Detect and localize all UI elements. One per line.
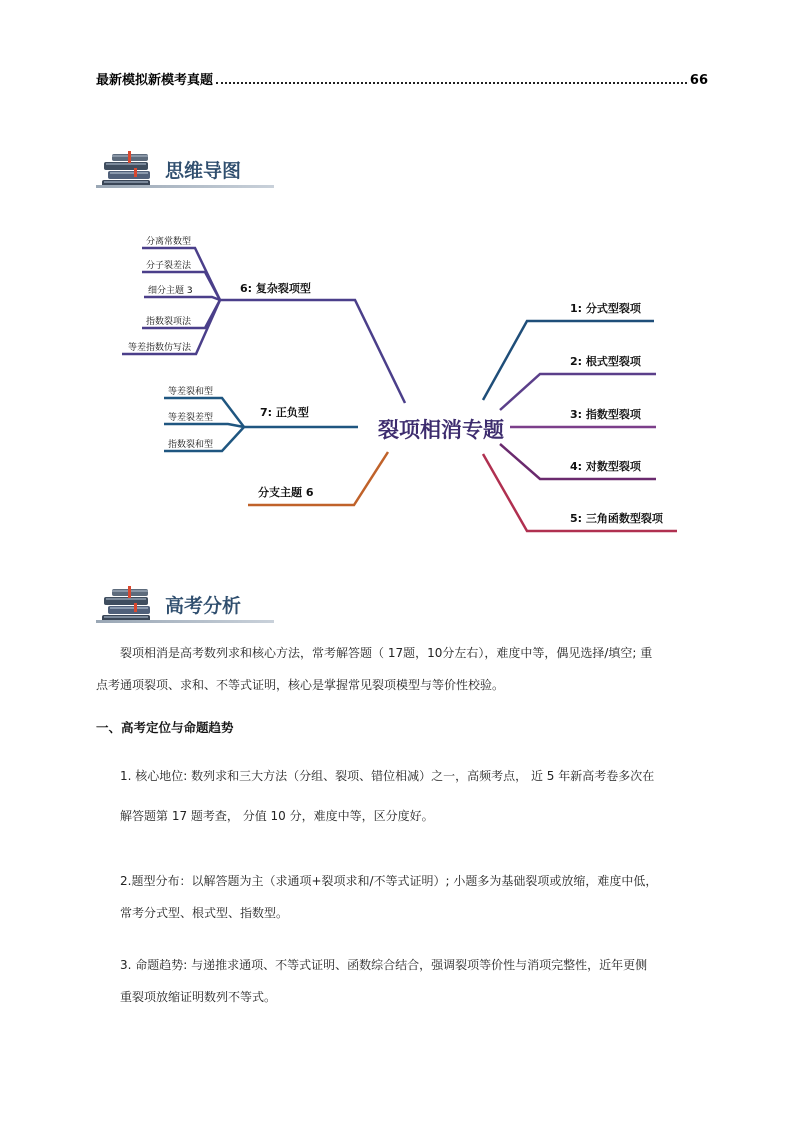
point-line: 重裂项放缩证明数列不等式。 [120,990,277,1004]
subtopic-label: 分子裂差法 [146,261,192,271]
point-line: 常考分式型、根式型、指数型。 [120,906,289,920]
section-underline [96,185,274,188]
mindmap-center-topic: 裂项相消专题 [378,418,504,442]
point-line: 2.题型分布：以解答题为主（求通项+裂项求和/不等式证明）; 小题多为基础裂项或放缩，难度中低， [120,874,658,888]
subtopic-label: 分离常数型 [146,237,192,247]
intro-line: 裂项相消是高考数列求和核心方法，常考解答题（ 17题，10分左右），难度中等，偶见选择/填空; 重 [120,646,653,660]
books-icon [98,150,162,190]
intro-line: 点考通项裂项、求和、不等式证明，核心是掌握常见裂项模型与等价性校验。 [96,678,505,692]
subtopic-label: 细分主题 3 [148,286,193,296]
right-branch-lines [483,321,677,531]
section-heading-analysis [96,585,276,625]
point-line: 解答题第 17 题考查， 分值 10 分，难度中等，区分度好。 [120,809,434,823]
section-heading-mindmap [96,150,276,190]
mind-map [0,220,794,550]
point-line: 3. 命题趋势: 与递推求通项、不等式证明、函数综合结合，强调裂项等价性与消项完整性，近年更侧 [120,958,648,972]
branch-label-8: 分支主题 6 [258,486,314,499]
toc-page-number: 66 [689,73,708,88]
branch-label-5: 5: 三角函数型裂项 [570,512,663,525]
toc-entry[interactable] [96,68,708,88]
toc-title: 最新模拟新模考真题 [96,73,214,88]
branch-label-4: 4: 对数型裂项 [570,460,641,473]
branch-label-2: 2: 根式型裂项 [570,355,641,368]
point-line: 1. 核心地位: 数列求和三大方法（分组、裂项、错位相减）之一，高频考点， 近 5 年新高考卷多次在 [120,769,655,783]
books-icon [98,585,162,625]
subtopic-label: 指数裂和型 [168,440,214,450]
section-title: 高考分析 [165,595,242,617]
branch-label-7: 7: 正负型 [260,406,309,419]
branch-label-6: 6: 复杂裂项型 [240,282,311,295]
subtopic-label: 等差裂和型 [168,387,214,397]
subtopic-label: 等差指数仿写法 [128,343,192,353]
subtopic-label: 指数裂项法 [146,317,192,327]
section-title: 思维导图 [165,160,242,182]
subsection-heading: 一、高考定位与命题趋势 [96,720,234,735]
section-underline [96,620,274,623]
branch-label-1: 1: 分式型裂项 [570,302,641,315]
branch-label-3: 3: 指数型裂项 [570,408,641,421]
toc-leader-dots [216,82,687,84]
subtopic-label: 等差裂差型 [168,413,214,423]
